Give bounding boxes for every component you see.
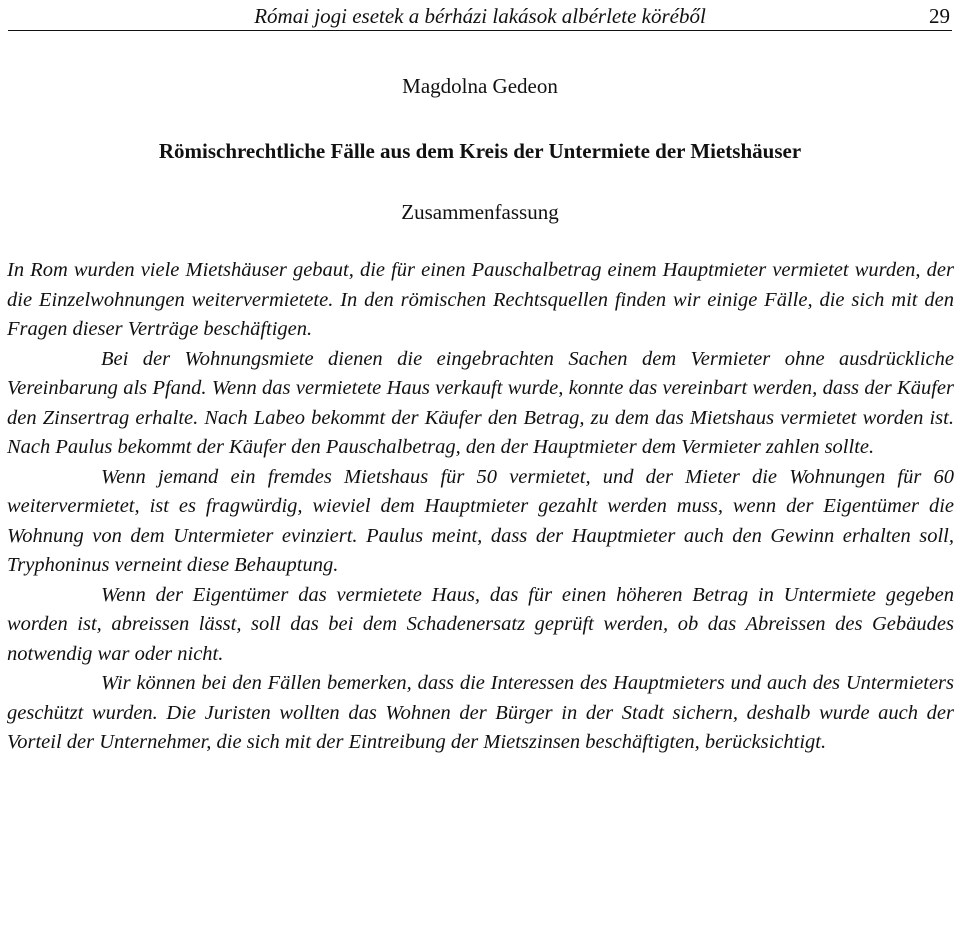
summary-paragraph: Bei der Wohnungsmiete dienen die eingebrachten Sachen dem Vermieter ohne ausdrückliche Vereinbarung als Pfand. Wenn das vermietete Haus verkauft wurde, konnte das vereinbart werden, dass der Käufer den Zinsertrag erhalte. Nach Labeo bekommt der Käufer den Betrag, zu dem das Mietshaus vermietet worden ist. Nach Paulus bekommt der Käufer den Pauschalbetrag, den der Hauptmieter dem Vermieter zahlen sollte. <box>7 347 954 458</box>
summary-paragraph: Wenn jemand ein fremdes Mietshaus für 50 vermietet, und der Mieter die Wohnungen für 60 weitervermietet, ist es fragwürdig, wieviel dem Hauptmieter gezahlt werden muss, wenn der Eigentümer die Wohnung von dem Untermieter evinziert. Paulus meint, dass der Hauptmieter auch den Gewinn erhalten soll, Tryphoninus verneint diese Behauptung. <box>7 465 954 576</box>
summary-paragraph: Wir können bei den Fällen bemerken, dass die Interessen des Hauptmieters und auch des Untermieters geschützt wurden. Die Juristen wollten das Wohnen der Bürger in der Stadt sichern, deshalb wurde auch der Vorteil der Unternehmer, die sich mit der Eintreibung der Mietszinsen beschäftigten, berücksichtigt. <box>7 672 954 753</box>
summary-body <box>7 256 954 758</box>
author-name: Magdolna Gedeon <box>402 74 558 98</box>
page-number: 29 <box>929 4 950 28</box>
summary-paragraph: In Rom wurden viele Mietshäuser gebaut, die für einen Pauschalbetrag einem Hauptmieter vermietet wurden, der die Einzelwohnungen weitervermietete. In den römischen Rechtsquellen finden wir einige Fälle, die sich mit den Fragen dieser Verträge beschäftigen. <box>7 259 954 340</box>
running-title: Római jogi esetek a bérházi lakások albérlete köréből <box>254 4 706 28</box>
section-heading: Zusammenfassung <box>401 200 559 224</box>
running-header <box>8 2 952 31</box>
paper-title: Römischrechtliche Fälle aus dem Kreis der Untermiete der Mietshäuser <box>158 139 802 163</box>
summary-paragraph: Wenn der Eigentümer das vermietete Haus, das für einen höheren Betrag in Untermiete gegeben worden ist, abreissen lässt, soll das bei dem Schadenersatz geprüft werden, ob das Abreissen des Gebäudes notwendig war oder nicht. <box>7 583 954 665</box>
